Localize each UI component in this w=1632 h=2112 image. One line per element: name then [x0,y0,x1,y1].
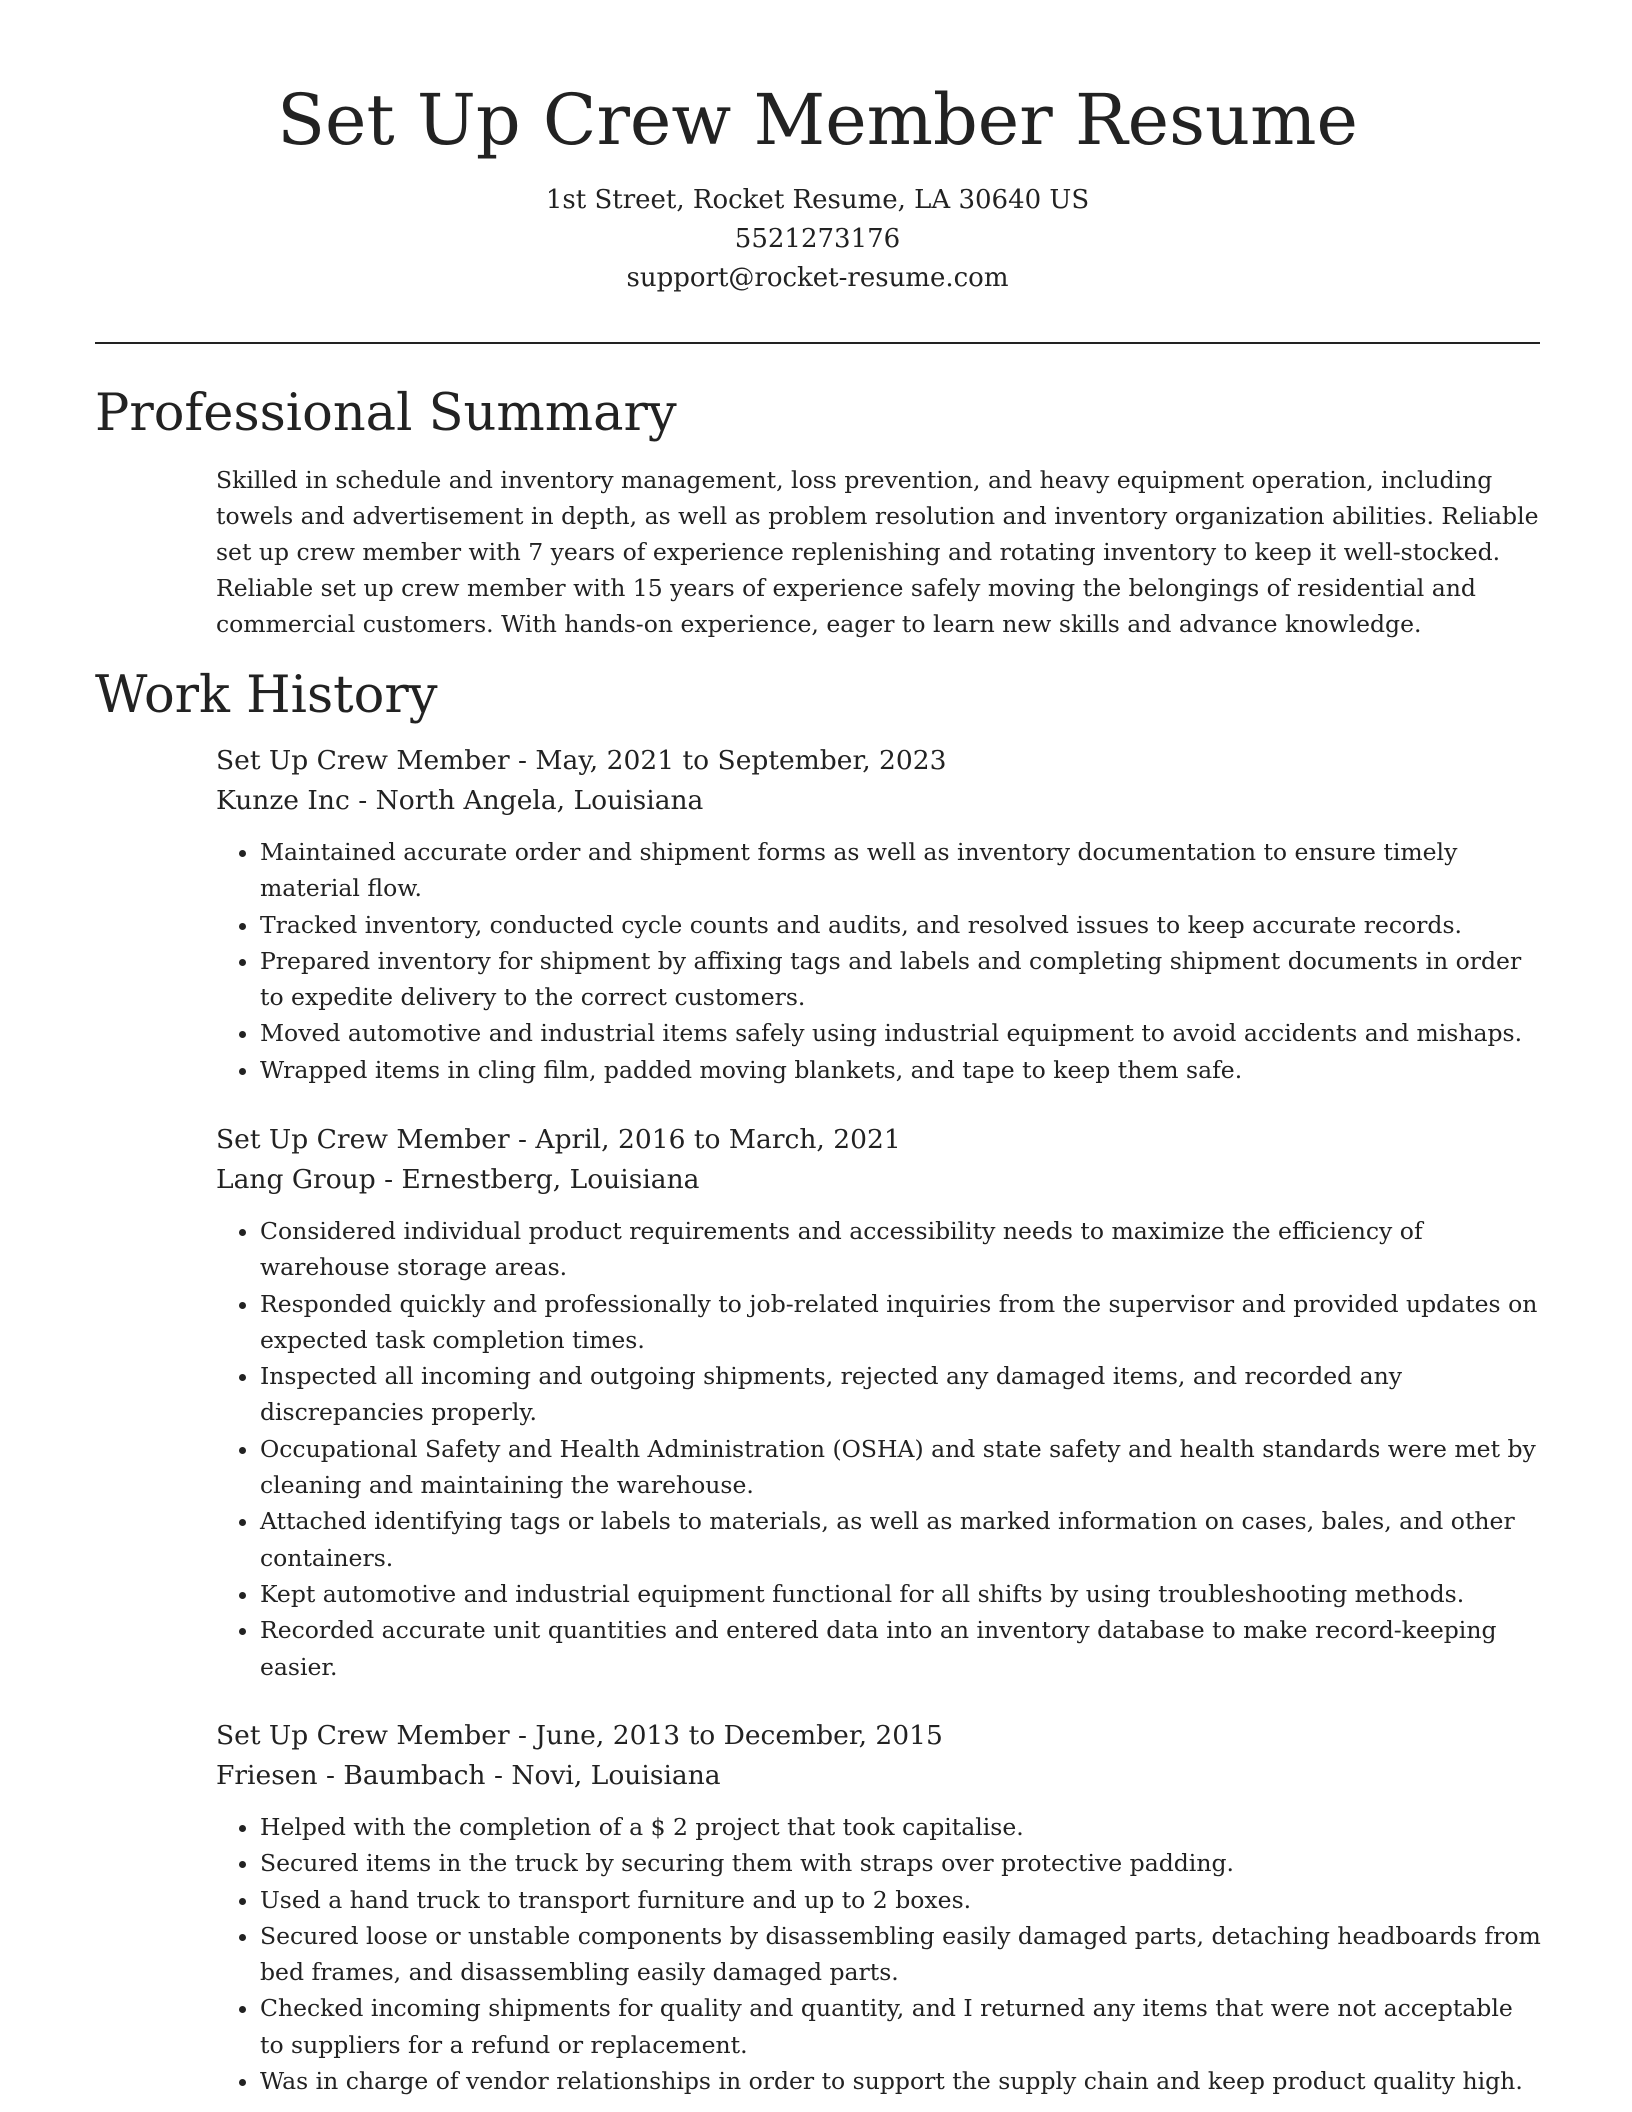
job-location: - Ernestberg, Louisiana [375,1164,700,1195]
job-company: Kunze Inc [216,785,350,816]
job-location: - North Angela, Louisiana [349,785,704,816]
resume-header [95,80,1540,298]
job-bullet: • Secured items in the truck by securing them with straps over protective padding. [260,1845,1541,1881]
header-divider [95,342,1540,344]
job-bullet: • Prepared inventory for shipment by affixing tags and labels and completing shipment documents in order to expedite delivery to the correct customers. [260,943,1541,1016]
contact-phone: 5521273176 [734,223,901,254]
job-entry [216,1716,1541,2099]
job-title: Set Up Crew Member [216,1124,510,1155]
job-bullet: • Considered individual product requirements and accessibility needs to maximize the efficiency of warehouse storage areas. [260,1213,1541,1286]
job-bullet: • Recorded accurate unit quantities and entered data into an inventory database to make record-keeping easier. [260,1612,1541,1685]
job-entry [216,741,1541,1088]
job-bullets [216,1213,1541,1685]
job-bullet: • Was in charge of vendor relationships in order to support the supply chain and keep product quality high. [260,2063,1541,2099]
job-company-line [216,781,1541,821]
contact-address: 1st Street, Rocket Resume, LA 30640 US [545,184,1090,215]
contact-email: support@rocket-resume.com [626,262,1009,293]
resume-name: Set Up Crew Member Resume [277,79,1358,161]
job-bullet: • Checked incoming shipments for quality and quantity, and I returned any items that were not acceptable to suppliers for a refund or replacement. [260,1990,1541,2063]
section-title-work-history: Work History [95,666,438,725]
job-bullet: • Inspected all incoming and outgoing shipments, rejected any damaged items, and recorded any discrepancies properly. [260,1358,1541,1431]
job-entry [216,1120,1541,1685]
job-location: - Novi, Louisiana [485,1760,721,1791]
job-bullet: • Maintained accurate order and shipment forms as well as inventory documentation to ensure timely material flow. [260,834,1541,907]
summary-text: Skilled in schedule and inventory management, loss prevention, and heavy equipment operation, including towels and advertisement in depth, as well as problem resolution and inventory organization abilities. Reliable set up crew member with 7 years of experience replenishing and rotating inventory to keep it well-stocked. Reliable set up crew member with 15 years of experience safely moving the belongings of residential and commercial customers. With hands-on experience, eager to learn new skills and advance knowledge. [216,466,1539,638]
job-dates: - May, 2021 to September, 2023 [509,745,947,776]
job-title-line [216,1120,1541,1160]
job-bullet: • Tracked inventory, conducted cycle counts and audits, and resolved issues to keep accurate records. [260,907,1541,943]
job-bullets [216,1809,1541,2099]
job-bullet: • Kept automotive and industrial equipment functional for all shifts by using troubleshooting methods. [260,1576,1541,1612]
job-company-line [216,1160,1541,1200]
job-title-line [216,1716,1541,1756]
job-title: Set Up Crew Member [216,1720,510,1751]
job-dates: - April, 2016 to March, 2021 [509,1124,901,1155]
job-bullets [216,834,1541,1088]
job-bullet: • Attached identifying tags or labels to materials, as well as marked information on cases, bales, and other containers. [260,1503,1541,1576]
job-bullet: • Wrapped items in cling film, padded moving blankets, and tape to keep them safe. [260,1052,1541,1088]
job-bullet: • Helped with the completion of a $ 2 project that took capitalise. [260,1809,1541,1845]
job-bullet: • Secured loose or unstable components by disassembling easily damaged parts, detaching headboards from bed frames, and disassembling easily damaged parts. [260,1918,1541,1991]
job-dates: - June, 2013 to December, 2015 [509,1720,943,1751]
job-bullet: • Used a hand truck to transport furniture and up to 2 boxes. [260,1882,1541,1918]
job-bullet: • Occupational Safety and Health Administration (OSHA) and state safety and health standards were met by cleaning and maintaining the warehouse. [260,1431,1541,1504]
contact-block [95,181,1540,298]
job-company-line [216,1756,1541,1796]
job-bullet: • Moved automotive and industrial items safely using industrial equipment to avoid accidents and mishaps. [260,1015,1541,1051]
job-title-line [216,741,1541,781]
job-company: Lang Group [216,1164,376,1195]
job-bullet: • Responded quickly and professionally to job-related inquiries from the supervisor and provided updates on expected task completion times. [260,1286,1541,1359]
section-title-summary: Professional Summary [95,384,677,443]
job-title: Set Up Crew Member [216,745,510,776]
job-company: Friesen - Baumbach [216,1760,486,1791]
